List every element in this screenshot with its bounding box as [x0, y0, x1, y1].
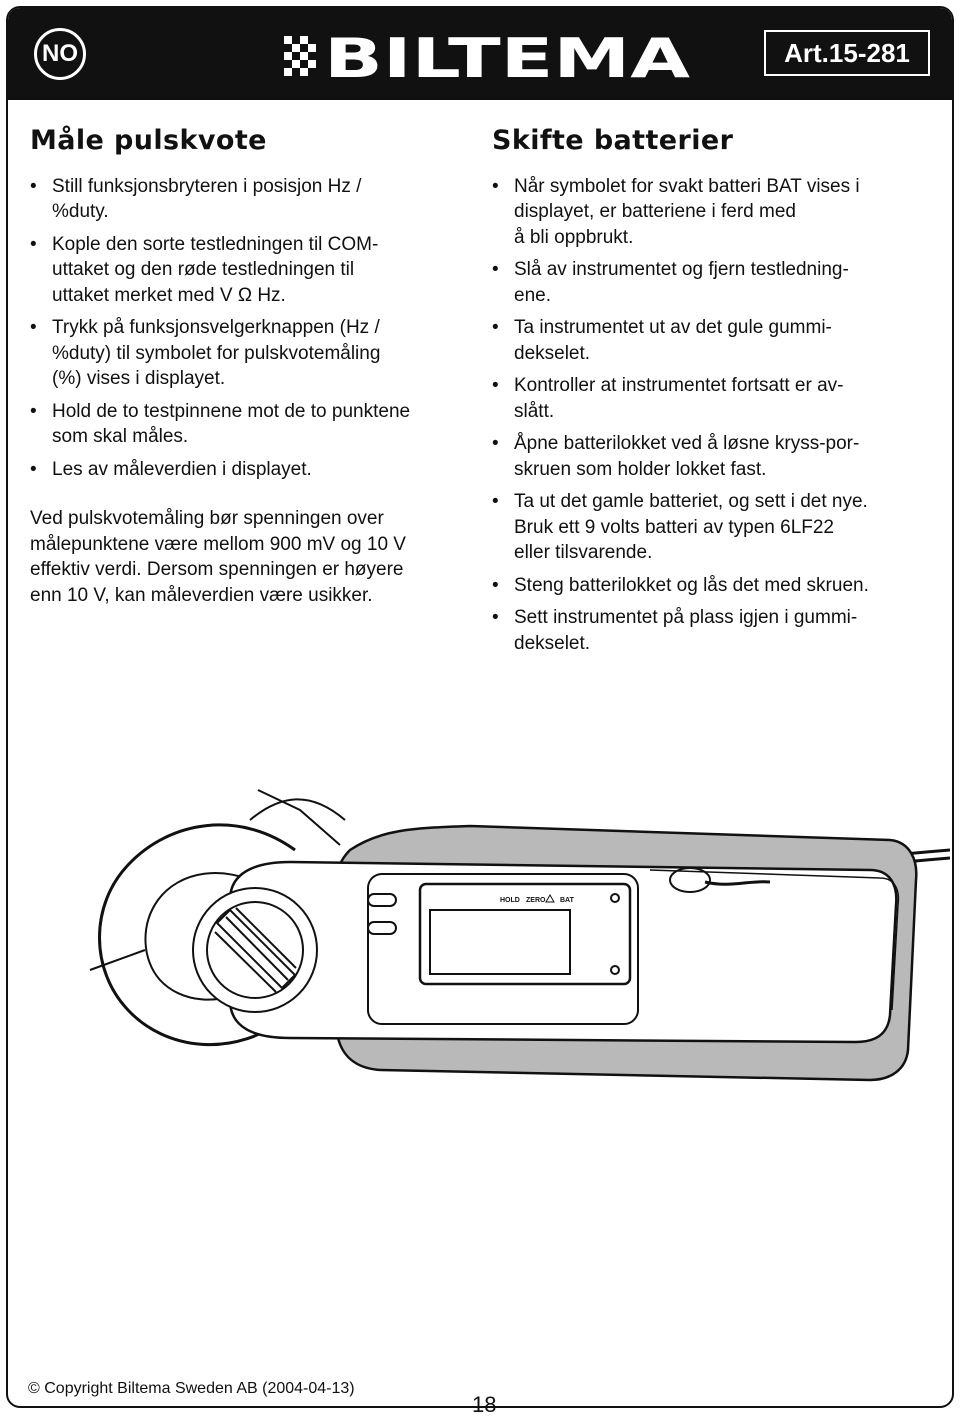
list-item: • Still funksjonsbryteren i posisjon Hz / %duty. [30, 174, 470, 225]
copyright-notice: © Copyright Biltema Sweden AB (2004-04-13) [28, 1380, 355, 1397]
section-title-battery: Skifte batterier [492, 125, 734, 156]
section-battery [492, 125, 932, 663]
language-badge: NO [34, 28, 86, 80]
list-item: • Trykk på funksjonsvelgerknappen (Hz / %duty) til symbolet for pulskvotemåling (%) vises i displayet. [30, 315, 470, 392]
section-title-pulse-ratio: Måle pulskvote [30, 125, 267, 156]
list-item: • Åpne batterilokket ved å løsne kryss-por- skruen som holder lokket fast. [492, 431, 932, 482]
pulse-ratio-note: Ved pulskvotemåling bør spenningen over målepunktene være mellom 900 mV og 10 V effektiv verdi. Dersom spenningen er høyere enn 10 V, kan måleverdien være usikker. [30, 508, 406, 606]
list-item: • Hold de to testpinnene mot de to punktene som skal måles. [30, 399, 470, 450]
header-bar [8, 8, 952, 100]
page-number: 18 [472, 1392, 497, 1417]
list-item: • Ta ut det gamle batteriet, og sett i det nye. Bruk ett 9 volts batteri av typen 6LF22 eller tilsvarende. [492, 489, 932, 566]
pulse-ratio-steps [30, 174, 470, 483]
list-item: • Kontroller at instrumentet fortsatt er av- slått. [492, 373, 932, 424]
battery-steps [492, 174, 932, 657]
display-hold-label: HOLD [500, 897, 520, 904]
biltema-logo [284, 32, 694, 80]
list-item: • Kople den sorte testledningen til COM- uttaket og den røde testledningen til uttaket merket med V Ω Hz. [30, 232, 470, 309]
section-pulse-ratio [30, 125, 470, 608]
clamp-meter-illustration [50, 770, 950, 1330]
list-item: • Ta instrumentet ut av det gule gummi- dekselet. [492, 315, 932, 366]
list-item: • Steng batterilokket og lås det med skruen. [492, 573, 932, 599]
list-item: • Slå av instrumentet og fjern testledning- ene. [492, 257, 932, 308]
brand-wordmark: BILTEMA [324, 32, 691, 80]
list-item: • Når symbolet for svakt batteri BAT vises i displayet, er batteriene i ferd med å bli oppbrukt. [492, 174, 932, 251]
list-item: • Les av måleverdien i displayet. [30, 457, 470, 483]
article-number: Art.15-281 [764, 30, 930, 76]
display-bat-label: BAT [560, 897, 574, 904]
list-item: • Sett instrumentet på plass igjen i gummi- dekselet. [492, 605, 932, 656]
display-zero-label: ZERO [526, 897, 546, 904]
